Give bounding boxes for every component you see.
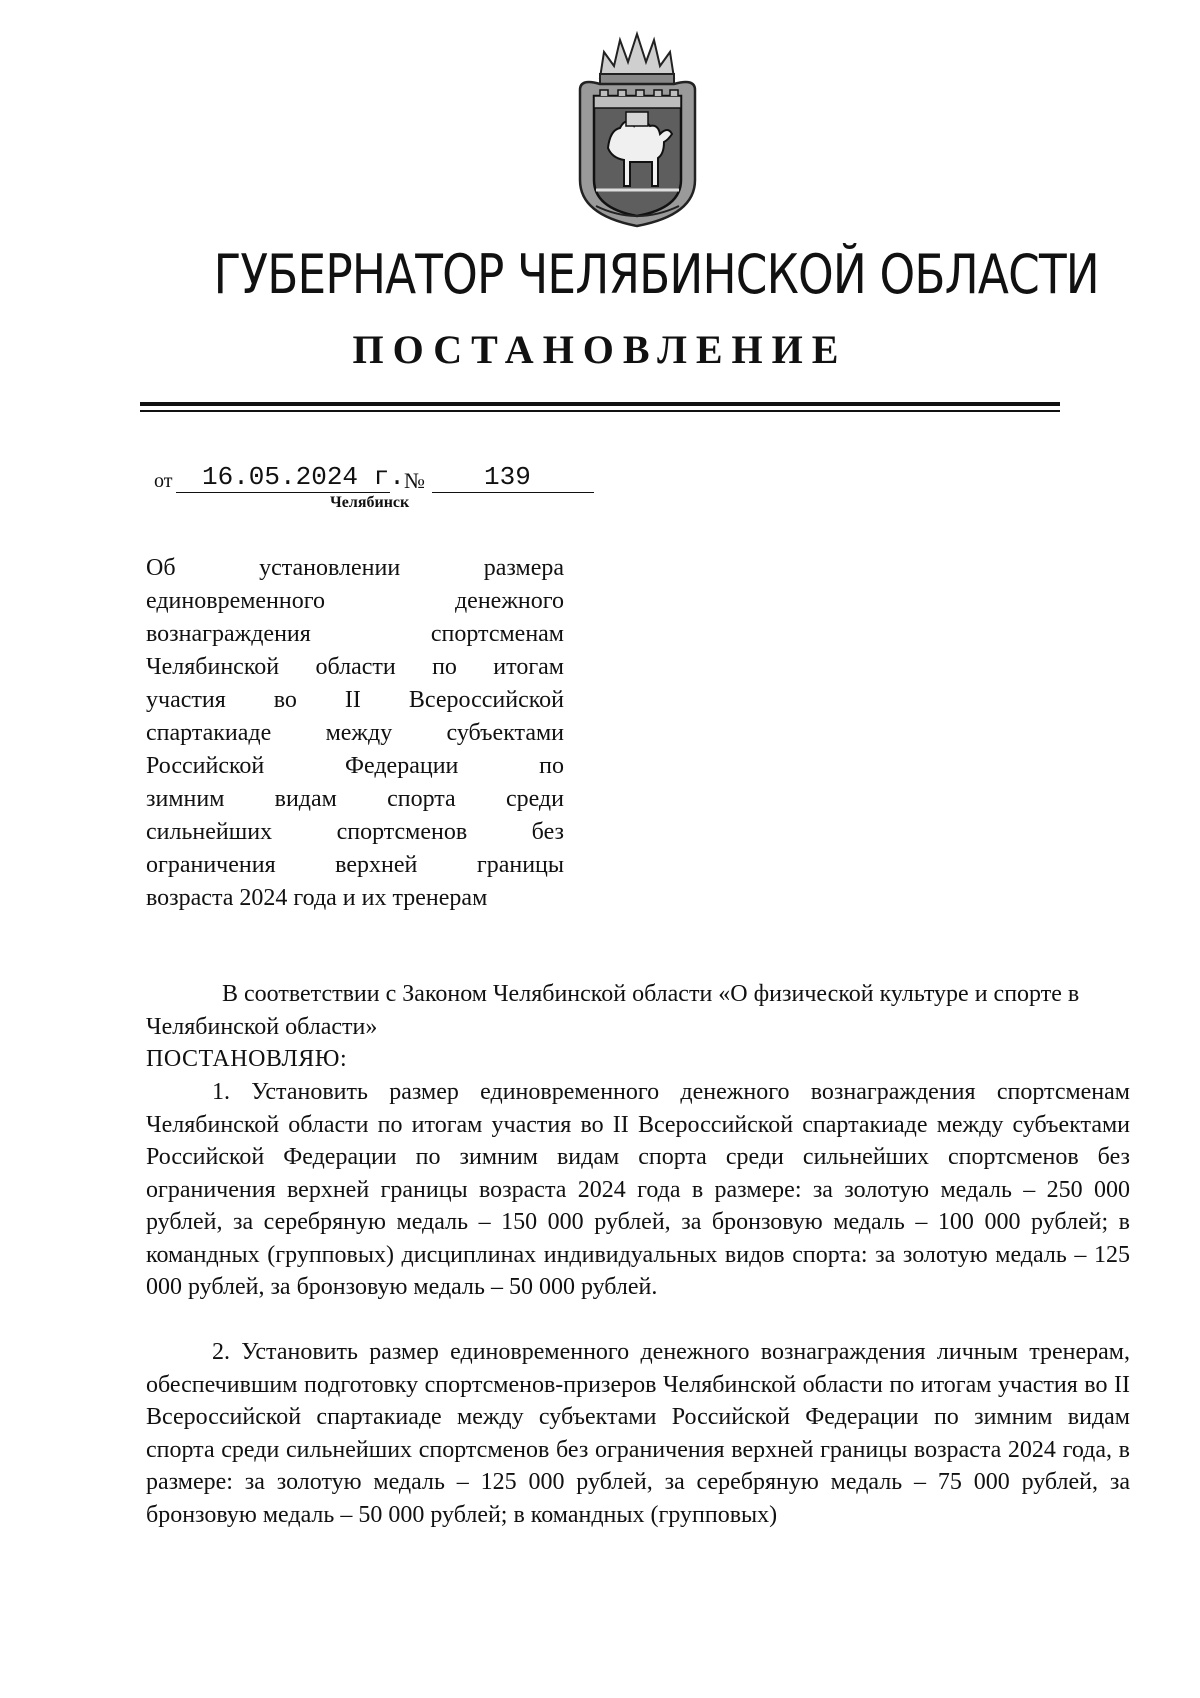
subject-line: Российской Федерации по — [146, 753, 564, 779]
subject-line: спартакиаде между субъектами — [146, 720, 564, 746]
document-number: 139 — [432, 462, 594, 493]
number-prefix: № — [404, 468, 425, 493]
header-rule-thin — [140, 410, 1060, 412]
header-rule-thick — [140, 402, 1060, 406]
decree-word: ПОСТАНОВЛЯЮ: — [146, 1046, 348, 1072]
subject-line: единовременного денежного — [146, 588, 564, 614]
chelyabinsk-coat-of-arms-icon — [560, 30, 715, 230]
item-1-paragraph: 1. Установить размер единовременного денежного вознаграждения спортсменам Челябинской области по итогам участия во II Всероссийской спартакиаде между субъектами Российской Федерации по зимним видам спорта среди сильнейших спортсменов без ограничения верхней границы возраста 2024 года в размере: за золотую медаль – 250 000 рублей, за серебряную медаль – 150 000 рублей, за бронзовую медаль – 100 000 рублей; в командных (групповых) дисциплинах индивидуальных видов спорта: за золотую медаль – 125 000 рублей, за бронзовую медаль – 50 000 рублей. — [146, 1079, 1130, 1300]
subject-line: сильнейших спортсменов без — [146, 819, 564, 845]
subject-line: зимним видам спорта среди — [146, 786, 564, 812]
subject-line: вознаграждения спортсменам — [146, 621, 564, 647]
legal-basis-paragraph: В соответствии с Законом Челябинской области «О физической культуре и спорте в Челябинской области» — [146, 981, 1080, 1040]
document-type: ПОСТАНОВЛЕНИЕ — [352, 327, 848, 372]
subject-line: ограничения верхней границы — [146, 852, 564, 878]
date-prefix: от — [154, 470, 173, 492]
subject-line: участия во II Всероссийской — [146, 687, 564, 713]
city-label: Челябинск — [330, 494, 410, 511]
subject-line: Челябинской области по итогам — [146, 654, 564, 680]
subject-line: возраста 2024 года и их тренерам — [146, 885, 488, 911]
subject-line: Об установлении размера — [146, 555, 564, 581]
document-subject — [146, 552, 564, 915]
item-2-paragraph: 2. Установить размер единовременного денежного вознаграждения личным тренерам, обеспечившим подготовку спортсменов-призеров Челябинской области по итогам участия во II Всероссийской спартакиаде между субъектами Российской Федерации по зимним видам спорта среди сильнейших спортсменов без ограничения верхней границы возраста 2024 года, в размере: за золотую медаль – 125 000 рублей, за серебряную медаль – 75 000 рублей, за бронзовую медаль – 50 000 рублей; в командных (групповых) — [146, 1339, 1130, 1528]
document-date: 16.05.2024 г. — [176, 462, 390, 493]
authority-title: ГУБЕРНАТОР ЧЕЛЯБИНСКОЙ ОБЛАСТИ — [213, 243, 1099, 306]
